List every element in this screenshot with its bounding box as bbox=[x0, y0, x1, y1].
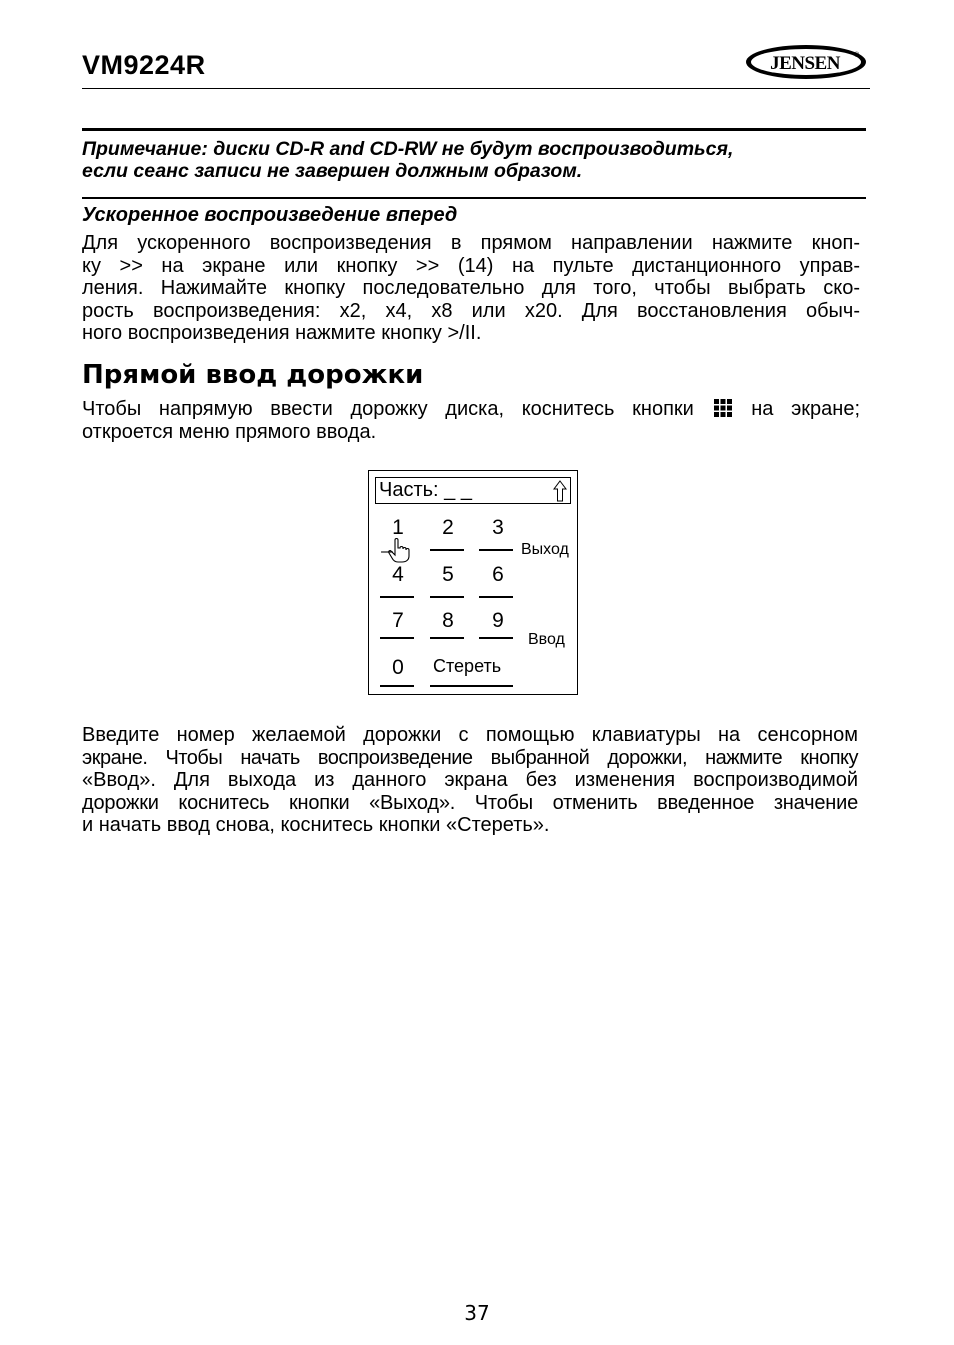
note-line: если сеанс записи не завершен должным образом. bbox=[82, 160, 583, 182]
arrow-up-icon bbox=[552, 479, 568, 503]
paragraph-line: ного воспроизведения нажмите кнопку >/II. bbox=[82, 322, 482, 345]
fast-forward-paragraph bbox=[82, 232, 860, 345]
key-underline bbox=[479, 596, 513, 598]
section-title: Прямой ввод дорожки bbox=[82, 360, 424, 390]
key-underline bbox=[479, 637, 513, 639]
pointing-hand-icon bbox=[381, 537, 415, 563]
key-underline bbox=[479, 549, 513, 551]
paragraph-line: рость воспроизведения: x2, x4, x8 или x20. Для восстановления обыч- bbox=[82, 299, 860, 322]
exit-label: Выход bbox=[521, 541, 569, 558]
key-underline bbox=[430, 596, 464, 598]
paragraph-line: ления. Нажимайте кнопку последовательно для того, чтобы выбрать ско- bbox=[82, 277, 860, 300]
paragraph-line: Для ускоренного воспроизведения в прямом направлении нажмите кноп- bbox=[82, 232, 860, 254]
direct-entry-intro bbox=[82, 398, 860, 443]
registered-mark: ® bbox=[854, 52, 860, 59]
instructions-paragraph bbox=[82, 724, 858, 837]
track-entry-field bbox=[375, 477, 571, 504]
clear-underline bbox=[430, 685, 513, 687]
note-line: Примечание: диски CD-R and CD-RW не будут воспроизводиться, bbox=[82, 138, 734, 160]
key-underline bbox=[380, 685, 414, 687]
intro-text-before: Чтобы напрямую ввести дорожку диска, коснитесь кнопки bbox=[82, 398, 694, 420]
key-3: 3 bbox=[492, 516, 504, 539]
paragraph-line: Введите номер желаемой дорожки с помощью клавиатуры на сенсорном bbox=[82, 724, 858, 746]
note-top-rule bbox=[82, 128, 866, 131]
track-entry-label: Часть: _ _ bbox=[379, 479, 472, 501]
clear-label: Стереть bbox=[433, 656, 502, 676]
key-4: 4 bbox=[392, 563, 404, 586]
paragraph-line: и начать ввод снова, коснитесь кнопки «Стереть». bbox=[82, 814, 550, 836]
paragraph-line: дорожки коснитесь кнопки «Выход». Чтобы отменить введенное значение bbox=[82, 791, 858, 814]
fast-forward-heading: Ускоренное воспроизведение вперед bbox=[82, 204, 458, 226]
key-7: 7 bbox=[392, 609, 404, 632]
intro-line bbox=[82, 398, 860, 421]
key-6: 6 bbox=[492, 563, 504, 586]
enter-label: Ввод bbox=[528, 631, 565, 648]
key-9: 9 bbox=[492, 609, 504, 632]
paragraph-line: «Ввод». Для выхода из данного экрана без изменения воспроизводимой bbox=[82, 769, 858, 791]
page-number: 37 bbox=[464, 1301, 490, 1325]
note bbox=[82, 138, 862, 182]
intro-text-after: на экране; bbox=[751, 398, 860, 420]
paragraph-line: экране. Чтобы начать воспроизведение выбранной дорожки, нажмите кнопку bbox=[82, 746, 858, 769]
paragraph-line: ку >> на экране или кнопку >> (14) на пульте дистанционного управ- bbox=[82, 254, 860, 277]
keypad-grid-icon bbox=[714, 399, 732, 417]
key-1: 1 bbox=[392, 516, 404, 539]
intro-line: откроется меню прямого ввода. bbox=[82, 420, 377, 443]
key-2: 2 bbox=[442, 516, 454, 539]
key-underline bbox=[430, 549, 464, 551]
key-underline bbox=[430, 637, 464, 639]
key-0: 0 bbox=[392, 656, 404, 679]
brand-text: JENSEN bbox=[770, 53, 840, 74]
key-5: 5 bbox=[442, 563, 454, 586]
key-8: 8 bbox=[442, 609, 454, 632]
key-underline bbox=[380, 596, 414, 598]
model-title: VM9224R bbox=[82, 50, 206, 80]
jensen-logo bbox=[744, 43, 868, 81]
header-divider bbox=[82, 88, 870, 89]
note-bottom-rule bbox=[82, 197, 866, 199]
key-underline bbox=[380, 637, 414, 639]
